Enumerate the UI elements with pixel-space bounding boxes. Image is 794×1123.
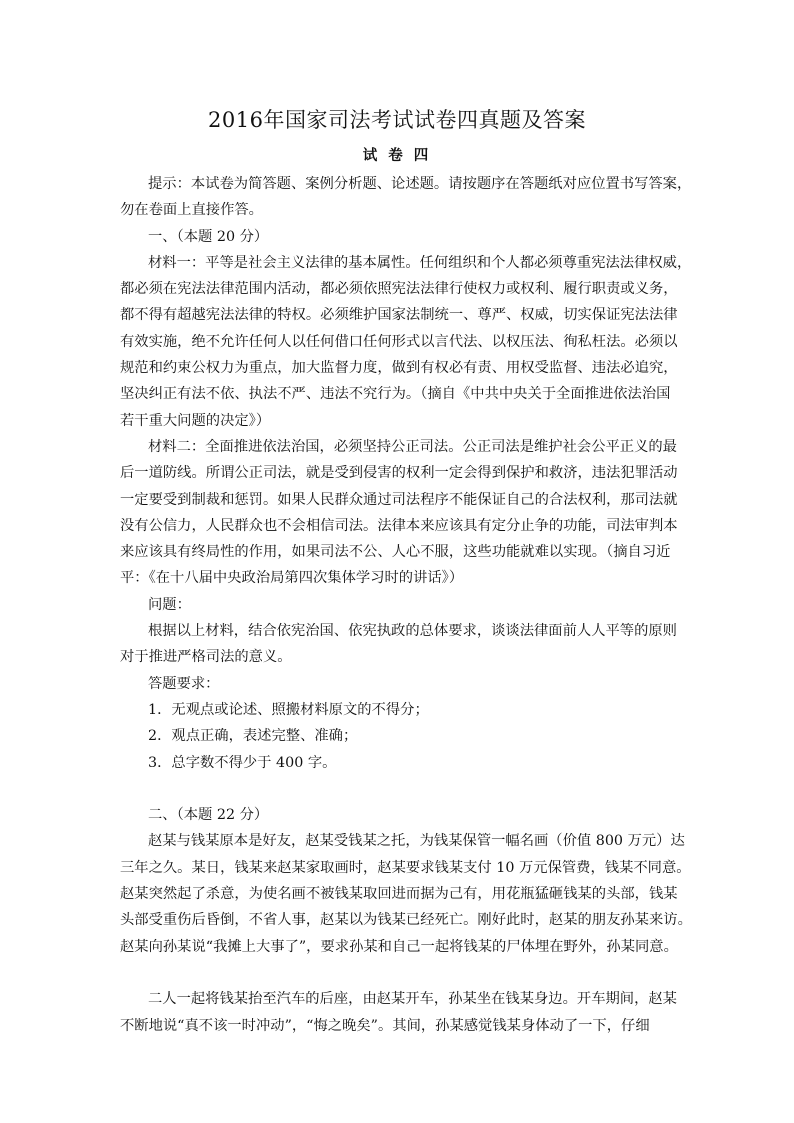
document-subtitle: 试 卷 四	[362, 147, 432, 164]
material-2-line: 材料二：全面推进依法治国，必须坚持公正司法。公正司法是维护社会公平正义的最	[148, 438, 677, 455]
document-title: 2016年国家司法考试试卷四真题及答案	[208, 108, 586, 132]
question-label: 问题：	[148, 596, 191, 613]
spacer	[120, 960, 680, 986]
question-2-line: 二人一起将钱某抬至汽车的后座，由赵某开车，孙某坐在钱某身边。开车期间，赵某	[148, 991, 677, 1008]
question-2-heading: 二、（本题 22 分）	[148, 807, 269, 824]
material-2-line: 来应该具有终局性的作用，如果司法不公、人心不服，这些功能就难以实现。（摘自习近	[120, 544, 671, 561]
material-1-line: 若干重大问题的决定》）	[120, 412, 271, 429]
requirement-item: 2．观点正确，表述完整、准确；	[148, 728, 358, 745]
material-1-line: 有效实施，绝不允许任何人以任何借口任何形式以言代法、以权压法、徇私枉法。必须以	[120, 333, 678, 350]
question-1-heading: 一、（本题 20 分）	[148, 228, 269, 245]
document-body	[120, 171, 692, 1039]
question-2-line: 不断地说“真不该一时冲动”，“悔之晚矣”。其间，孙某感觉钱某身体动了一下，仔细	[120, 1017, 650, 1034]
material-1-line: 都不得有超越宪法法律的特权。必须维护国家法制统一、尊严、权威，切实保证宪法法律	[120, 307, 678, 324]
requirement-item: 1．无观点或论述、照搬材料原文的不得分；	[148, 701, 429, 718]
question-2-line: 三年之久。某日，钱某来赵某家取画时，赵某要求钱某支付 10 万元保管费，钱某不同意。	[120, 859, 691, 876]
material-2-line: 后一道防线。所谓公正司法，就是受到侵害的权利一定会得到保护和救济，违法犯罪活动	[120, 465, 678, 482]
material-2-line: 一定要受到制裁和惩罚。如果人民群众通过司法程序不能保证自己的合法权利，那司法就	[120, 491, 678, 508]
question-text-line: 根据以上材料，结合依宪治国、依宪执政的总体要求，谈谈法律面前人人平等的原则	[148, 623, 677, 640]
notice-line: 勿在卷面上直接作答。	[120, 202, 263, 219]
requirement-item: 3．总字数不得少于 400 字。	[148, 754, 337, 771]
question-2-line: 赵某向孙某说“我摊上大事了”，要求孙某和自己一起将钱某的尸体埋在野外，孙某同意。	[120, 938, 678, 955]
material-2-line: 平：《在十八届中央政治局第四次集体学习时的讲话》）	[120, 570, 464, 587]
question-text-line: 对于推进严格司法的意义。	[120, 649, 292, 666]
question-2-line: 赵某突然起了杀意，为使名画不被钱某取回进而据为己有，用花瓶猛砸钱某的头部，钱某	[120, 886, 678, 903]
material-1-line: 都必须在宪法法律范围内活动，都必须依照宪法法律行使权力或权利、履行职责或义务，	[120, 281, 678, 298]
material-2-line: 没有公信力，人民群众也不会相信司法。法律本来应该具有定分止争的功能，司法审判本	[120, 517, 678, 534]
question-2-line: 头部受重伤后昏倒，不省人事，赵某以为钱某已经死亡。刚好此时，赵某的朋友孙某来访。	[120, 912, 692, 929]
material-1-line: 坚决纠正有法不依、执法不严、违法不究行为。（摘自《中共中央关于全面推进依法治国	[120, 386, 671, 403]
material-1-line: 材料一：平等是社会主义法律的基本属性。任何组织和个人都必须尊重宪法法律权威，	[148, 254, 692, 271]
material-1-line: 规范和约束公权力为重点，加大监督力度，做到有权必有责、用权受监督、违法必追究，	[120, 360, 678, 377]
spacer	[120, 776, 680, 802]
question-2-line: 赵某与钱某原本是好友，赵某受钱某之托，为钱某保管一幅名画（价值 800 万元）达	[148, 833, 685, 850]
notice-line: 提示：本试卷为简答题、案例分析题、论述题。请按题序在答题纸对应位置书写答案，	[148, 176, 692, 192]
requirements-label: 答题要求：	[148, 675, 220, 692]
